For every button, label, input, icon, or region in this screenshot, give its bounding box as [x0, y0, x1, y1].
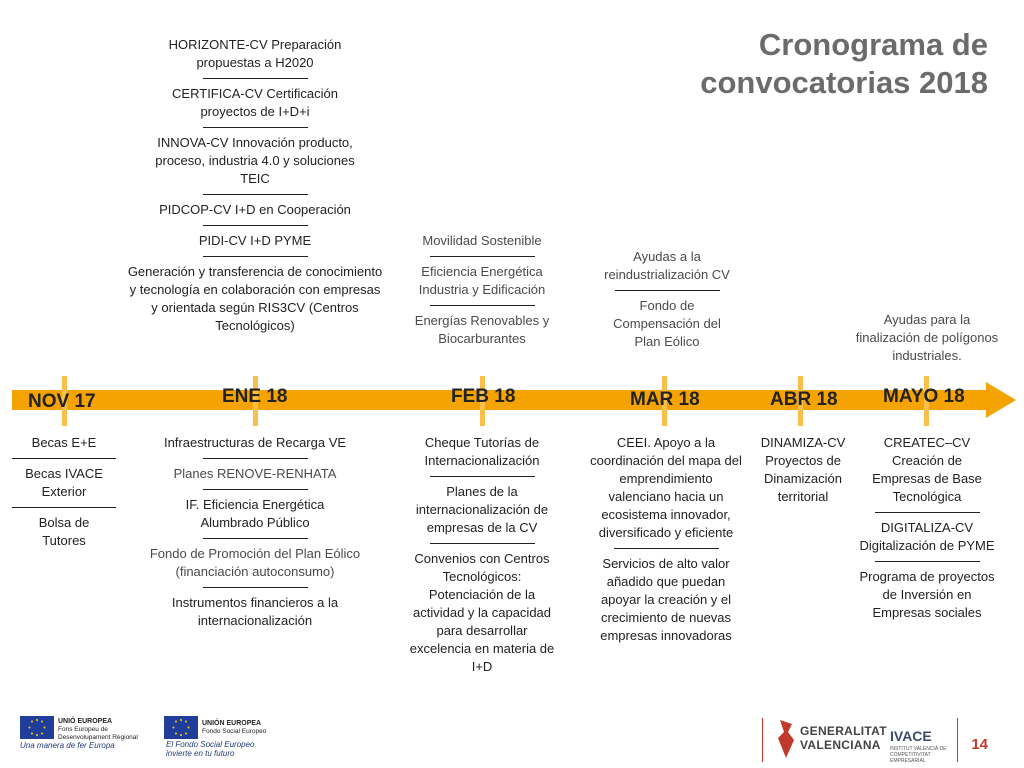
eu-fse-text	[202, 720, 266, 736]
divider	[875, 512, 980, 513]
footer-separator	[957, 718, 958, 762]
convocatoria-item: Ayudas para la finalización de polígonos industriales.	[855, 312, 999, 363]
below-feb18	[406, 434, 558, 676]
month-may18: MAYO 18	[883, 386, 965, 407]
gv-line2: VALENCIANA	[800, 738, 881, 752]
divider	[12, 507, 116, 508]
divider	[203, 256, 308, 257]
below-mar18	[588, 434, 744, 645]
convocatoria-item: Convenios con Centros Tecnológicos: Potenciación de la actividad y la capacidad para desarrollar excelencia en materia de I+D	[409, 551, 555, 674]
divider	[203, 587, 308, 588]
convocatoria-item: INNOVA-CV Innovación producto, proceso, industria 4.0 y soluciones TEIC	[155, 135, 355, 186]
convocatoria-item: CEEI. Apoyo a la coordinación del mapa del emprendimiento valenciano hacia un ecosistema innovador, diversificado y eficiente	[590, 435, 742, 540]
eu-feder-title: UNIÓ EUROPEA	[58, 718, 113, 725]
convocatoria-item: Cheque Tutorías de Internacionalización	[424, 435, 540, 468]
eu-fse-tagline-2: invierte en tu futuro	[166, 749, 235, 758]
convocatoria-item: CERTIFICA-CV Certificación proyectos de I+D+i	[172, 86, 338, 119]
convocatoria-item: Instrumentos financieros a la internacionalización	[171, 595, 339, 628]
convocatoria-item: Programa de proyectos de Inversión en Empresas sociales	[859, 569, 995, 620]
divider	[203, 127, 308, 128]
convocatoria-item: DINAMIZA-CV Proyectos de Dinamización territorial	[760, 435, 846, 504]
convocatoria-item: Fondo de Promoción del Plan Eólico (financiación autoconsumo)	[149, 546, 361, 579]
divider	[614, 548, 719, 549]
convocatoria-item: HORIZONTE-CV Preparación propuestas a H2020	[168, 37, 342, 70]
divider	[430, 476, 535, 477]
below-abr18	[752, 434, 854, 506]
month-feb18: FEB 18	[451, 386, 516, 407]
eu-feder-line1: Fons Europeu de	[58, 726, 108, 733]
page-number: 14	[971, 736, 988, 753]
divider	[430, 305, 535, 306]
below-ene18	[130, 434, 380, 630]
convocatoria-item: PIDCOP-CV I+D en Cooperación	[159, 202, 351, 217]
month-ene18: ENE 18	[222, 386, 288, 407]
eu-flag-icon	[164, 716, 198, 739]
convocatoria-item: Infraestructuras de Recarga VE	[163, 435, 347, 450]
eu-flag-icon	[20, 716, 54, 739]
eu-fse-line1: Fondo Social Europeo	[202, 728, 267, 735]
title-line-2: convocatorias 2018	[700, 65, 988, 100]
divider	[203, 458, 308, 459]
eu-fse-tagline-1: El Fondo Social Europeo	[166, 740, 255, 749]
convocatoria-item: Planes de la internacionalización de empresas de la CV	[415, 484, 549, 535]
convocatoria-item: Ayudas a la reindustrialización CV	[604, 249, 730, 282]
convocatoria-item: Servicios de alto valor añadido que puedan apoyar la creación y el crecimiento de nuevas empresas innovadoras	[600, 556, 732, 643]
above-feb18	[407, 232, 557, 348]
eu-feder-text	[58, 718, 138, 742]
eu-feder-line2: Desenvolupament Regional	[58, 734, 138, 741]
footer-separator	[762, 718, 763, 762]
generalitat-logo-text	[800, 724, 887, 752]
generalitat-emblem-icon	[776, 718, 796, 760]
month-abr18: ABR 18	[770, 389, 838, 410]
convocatoria-item: Becas E+E	[31, 435, 97, 450]
divider	[12, 458, 116, 459]
above-mar18	[592, 248, 742, 351]
divider	[203, 538, 308, 539]
convocatoria-item: Fondo de Compensación del Plan Eólico	[613, 298, 721, 349]
eu-fse-title: UNIÓN EUROPEA	[202, 720, 262, 727]
convocatoria-item: Bolsa de Tutores	[38, 515, 90, 548]
eu-fse-tagline	[166, 740, 255, 758]
divider	[203, 225, 308, 226]
divider	[430, 256, 535, 257]
divider	[615, 290, 720, 291]
page-title	[658, 26, 988, 102]
convocatoria-item: PIDI-CV I+D PYME	[198, 233, 312, 248]
gv-line1: GENERALITAT	[800, 724, 887, 738]
convocatoria-item: IF. Eficiencia Energética Alumbrado Público	[185, 497, 325, 530]
month-nov17: NOV 17	[28, 391, 96, 412]
ivace-subtitle: INSTITUT VALENCIÀ DE COMPETITIVITAT EMPRESARIAL	[890, 746, 947, 764]
divider	[875, 561, 980, 562]
divider	[203, 489, 308, 490]
convocatoria-item: Movilidad Sostenible	[422, 233, 542, 248]
convocatoria-item: DIGITALIZA-CV Digitalización de PYME	[859, 520, 995, 553]
below-nov17	[10, 434, 118, 550]
eu-feder-tagline: Una manera de fer Europa	[20, 741, 115, 750]
convocatoria-item: Energías Renovables y Biocarburantes	[414, 313, 550, 346]
month-mar18: MAR 18	[630, 389, 700, 410]
ivace-logo: IVACE	[890, 728, 932, 744]
title-line-1: Cronograma de	[758, 27, 988, 62]
convocatoria-item: Generación y transferencia de conocimiento y tecnología en colaboración con empresas y orientada según RIS3CV (Centros Tecnológicos)	[127, 264, 383, 333]
convocatoria-item: Planes RENOVE-RENHATA	[173, 466, 337, 481]
convocatoria-item: CREATEC–CV Creación de Empresas de Base Tecnológica	[872, 435, 982, 504]
convocatoria-item: Eficiencia Energética Industria y Edificación	[418, 264, 546, 297]
divider	[430, 543, 535, 544]
convocatoria-item: Becas IVACE Exterior	[25, 466, 103, 499]
above-ene18	[127, 36, 383, 335]
below-may18	[852, 434, 1002, 622]
divider	[203, 194, 308, 195]
divider	[203, 78, 308, 79]
above-may18	[848, 311, 1006, 365]
